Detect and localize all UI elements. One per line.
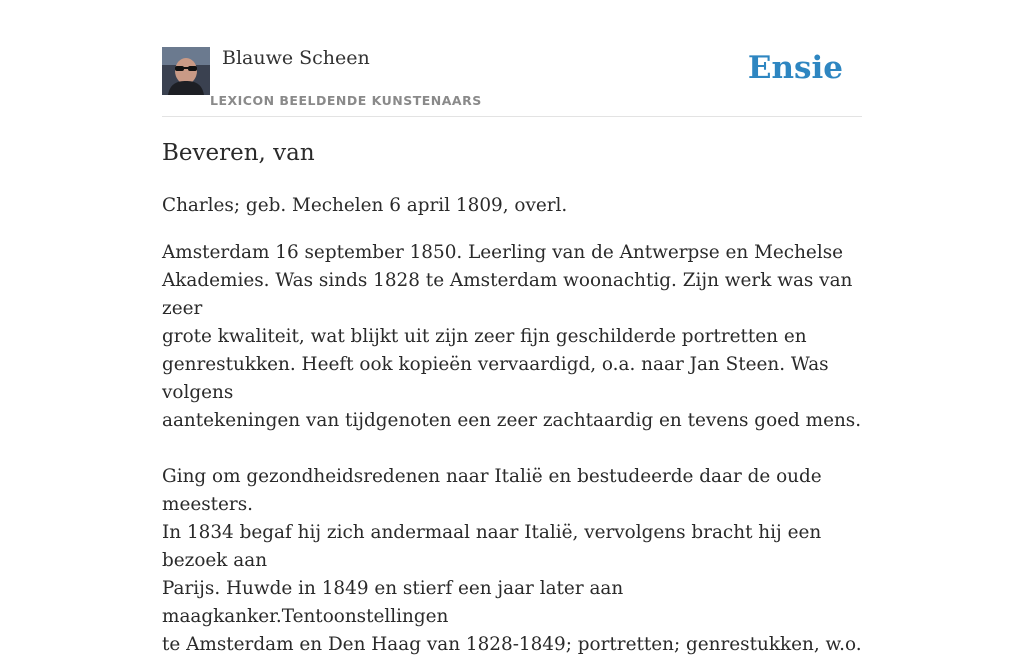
article-title: Beveren, van [162, 140, 315, 166]
avatar-image [162, 47, 210, 95]
author-avatar[interactable] [162, 47, 210, 95]
article-lead: Charles; geb. Mechelen 6 april 1809, overl. [162, 195, 568, 216]
brand-logo[interactable]: Ensie [747, 50, 843, 86]
article-header [162, 46, 862, 117]
category-label[interactable]: LEXICON BEELDENDE KUNSTENAARS [210, 93, 482, 108]
article-body: Amsterdam 16 september 1850. Leerling van de Antwerpse en Mechelse Akademies. Was sinds 1828 te Amsterdam woonachtig. Zijn werk was van zeer grote kwaliteit, wat blijkt uit zijn zeer fijn geschilderde portretten en genrestukken. Heeft ook kopieën vervaardigd, o.a. naar Jan Steen. Was volgens aantekeningen van tijdgenoten een zeer zachtaardig en tevens goed mens. Ging om gezondheidsredenen naar Italië en bestudeerde daar de oude meesters. In 1834 begaf hij zich andermaal naar Italië, vervolgens bracht hij een bezoek aan Parijs. Huwde in 1849 en stierf een jaar later aan maagkanker.Tentoonstellingen te Amsterdam en Den Haag van 1828-1849; portretten; genrestukken, w.o. [162, 242, 862, 655]
author-name[interactable]: Blauwe Scheen [222, 47, 370, 69]
